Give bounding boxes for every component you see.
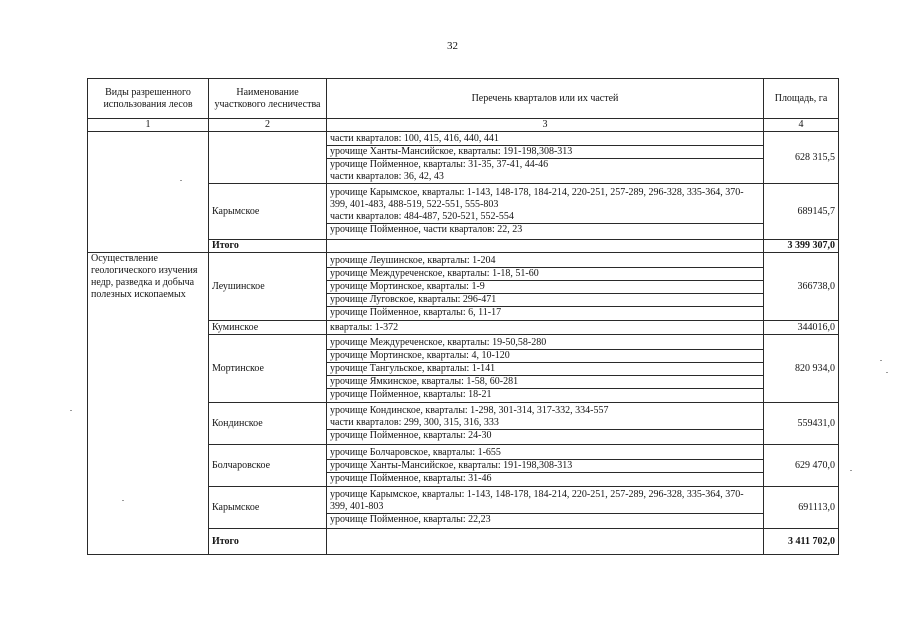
quarters-line: урочище Пойменное, кварталы: 31-35, 37-41, 44-46 [330, 158, 549, 170]
quarters-line: части кварталов: 299, 300, 315, 316, 333 [327, 417, 763, 430]
quarters-cell [327, 403, 764, 445]
forest-quarters-table [87, 78, 839, 555]
column-number: 2 [209, 119, 327, 132]
area-cell: 344016,0 [764, 321, 839, 335]
use-type-cell-continued [88, 132, 209, 253]
forestry-name-cell: Болчаровское [209, 445, 327, 487]
scan-speck [880, 360, 882, 361]
quarters-line: урочище Пойменное, кварталы: 24-30 [330, 430, 492, 441]
quarters-cell [327, 487, 764, 529]
quarters-line: урочище Ханты-Мансийское, кварталы: 191-198,308-313 [327, 460, 763, 473]
area-cell: 689145,7 [764, 184, 839, 240]
quarters-line: части кварталов: 36, 42, 43 [330, 170, 444, 182]
total-label: Итого [209, 529, 327, 555]
use-type-cell: Осуществление геологического изучения недр, разведка и добыча полезных ископаемых [88, 253, 209, 555]
forestry-name-cell: Кондинское [209, 403, 327, 445]
page-number: 32 [447, 40, 458, 52]
quarters-line: урочище Ханты-Мансийское, кварталы: 191-198,308-313 [327, 146, 763, 159]
area-cell: 366738,0 [764, 253, 839, 321]
quarters-cell [327, 253, 764, 321]
quarters-line: урочище Леушинское, кварталы: 1-204 [327, 255, 763, 268]
forestry-name-cell: Мортинское [209, 335, 327, 403]
scan-speck [180, 180, 182, 181]
header-use-type: Виды разрешенного использования лесов [88, 79, 209, 119]
quarters-line: урочище Карымское, кварталы: 1-143, 148-178, 184-214, 220-251, 257-289, 296-328, 335-364, 370-399, 401-483, 488-519, 522-551, 555-803 [330, 187, 744, 210]
area-cell: 691113,0 [764, 487, 839, 529]
scan-speck [886, 372, 888, 373]
forestry-name-cell: Карымское [209, 184, 327, 240]
quarters-line: урочище Болчаровское, кварталы: 1-655 [327, 447, 763, 460]
quarters-line: урочище Междуреченское, кварталы: 19-50,58-280 [327, 337, 763, 350]
area-cell: 559431,0 [764, 403, 839, 445]
header-forestry-name: Наименование участкового лесничества [209, 79, 327, 119]
total-value: 3 411 702,0 [764, 529, 839, 555]
total-label: Итого [209, 240, 327, 253]
area-cell: 628 315,5 [764, 132, 839, 184]
total-value: 3 399 307,0 [764, 240, 839, 253]
column-number: 1 [88, 119, 209, 132]
quarters-line: урочище Пойменное, кварталы: 18-21 [330, 388, 492, 400]
forestry-name-cell: Леушинское [209, 253, 327, 321]
quarters-line: урочище Мортинское, кварталы: 4, 10-120 [327, 350, 763, 363]
table-row [88, 132, 839, 184]
quarters-cell [327, 321, 764, 335]
quarters-line: урочище Мортинское, кварталы: 1-9 [327, 281, 763, 294]
area-cell: 820 934,0 [764, 335, 839, 403]
quarters-line: части кварталов: 484-487, 520-521, 552-554 [327, 211, 763, 224]
quarters-line: урочище Луговское, кварталы: 296-471 [327, 294, 763, 307]
scan-speck [122, 500, 124, 501]
quarters-line: кварталы: 1-372 [330, 321, 399, 333]
header-quarters-list: Перечень кварталов или их частей [327, 79, 764, 119]
column-number-row [88, 119, 839, 132]
quarters-line: урочище Кондинское, кварталы: 1-298, 301-314, 317-332, 334-557 [330, 405, 609, 416]
quarters-line: урочище Пойменное, кварталы: 6, 11-17 [330, 306, 502, 318]
quarters-line: урочище Карымское, кварталы: 1-143, 148-178, 184-214, 220-251, 257-289, 296-328, 335-364, 370-399, 401-803 [327, 489, 763, 514]
scan-speck [850, 470, 852, 471]
quarters-line: части кварталов: 100, 415, 416, 440, 441 [327, 133, 763, 146]
quarters-line: урочище Тангульское, кварталы: 1-141 [327, 363, 763, 376]
column-number: 3 [327, 119, 764, 132]
quarters-line: урочище Пойменное, кварталы: 22,23 [330, 514, 491, 525]
quarters-cell [327, 445, 764, 487]
header-area: Площадь, га [764, 79, 839, 119]
quarters-line: урочище Пойменное, кварталы: 31-46 [330, 472, 492, 484]
quarters-cell [327, 132, 764, 184]
forestry-name-cell: Карымское [209, 487, 327, 529]
scan-speck [70, 410, 72, 411]
forestry-name-cell [209, 132, 327, 184]
quarters-line: урочище Пойменное, части кварталов: 22, 23 [330, 224, 523, 235]
forestry-name-cell: Куминское [209, 321, 327, 335]
quarters-cell [327, 184, 764, 240]
column-number: 4 [764, 119, 839, 132]
table-row [88, 253, 839, 321]
area-cell: 629 470,0 [764, 445, 839, 487]
total-empty-cell [327, 240, 764, 253]
total-empty-cell [327, 529, 764, 555]
quarters-cell [327, 335, 764, 403]
quarters-line: урочище Междуреченское, кварталы: 1-18, 51-60 [327, 268, 763, 281]
header-row [88, 79, 839, 119]
quarters-line: урочище Ямкинское, кварталы: 1-58, 60-281 [327, 376, 763, 389]
